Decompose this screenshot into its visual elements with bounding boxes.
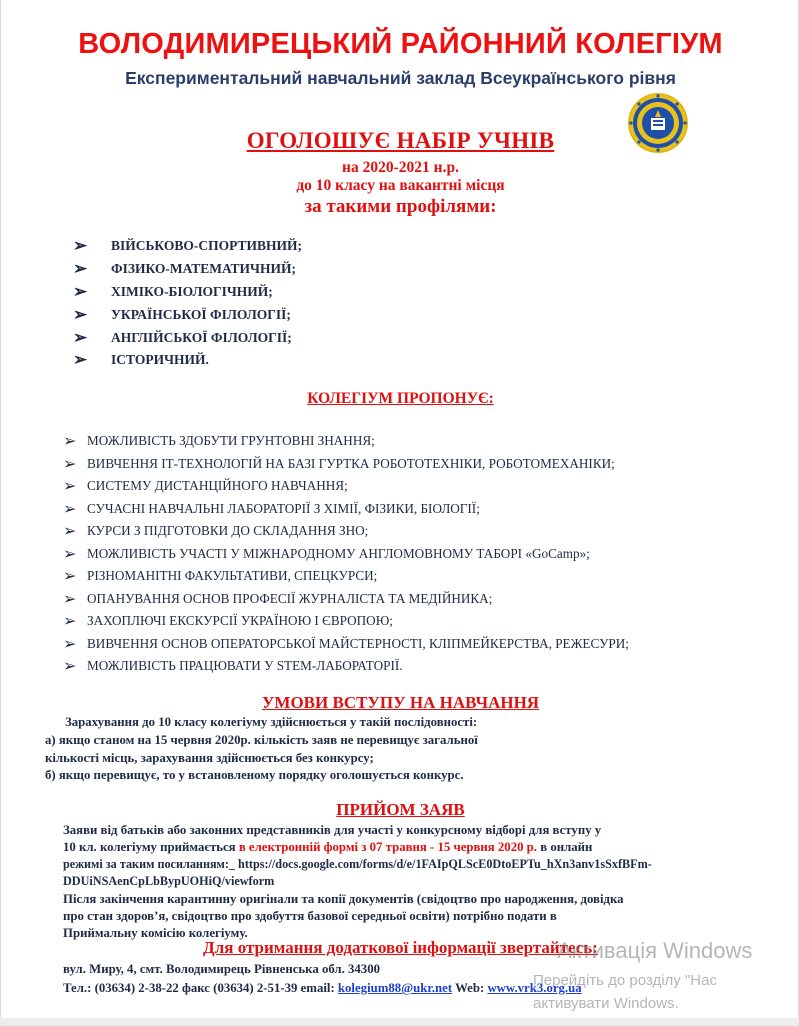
arrow-bullet-icon: ➢ bbox=[63, 500, 77, 518]
applications-line2: 10 кл. колегіуму приймається в електронній формі з 07 травня - 15 червня 2020 р. в онлайн bbox=[63, 840, 593, 854]
list-item: ➢ СИСТЕМУ ДИСТАНЦІЙНОГО НАВЧАННЯ; bbox=[63, 478, 348, 496]
arrow-bullet-icon: ➢ bbox=[73, 350, 88, 370]
announcement-headline: ОГОЛОШУЄ НАБІР УЧНІВ bbox=[246, 128, 555, 153]
arrow-bullet-icon: ➢ bbox=[63, 545, 77, 563]
arrow-bullet-icon: ➢ bbox=[63, 590, 77, 608]
list-item: ➢ ФІЗИКО-МАТЕМАТИЧНИЙ; bbox=[73, 259, 296, 279]
list-item: ➢ РІЗНОМАНІТНІ ФАКУЛЬТАТИВИ, СПЕЦКУРСИ; bbox=[63, 568, 378, 586]
arrow-bullet-icon: ➢ bbox=[63, 613, 77, 631]
grade-vacancies: до 10 класу на вакантні місця bbox=[296, 177, 505, 194]
list-item: ➢ ЗАХОПЛЮЧІ ЕКСКУРСІЇ УКРАЇНОЮ І ЄВРОПОЮ; bbox=[63, 613, 393, 631]
profiles-list bbox=[73, 235, 302, 372]
applications-form-link-line1[interactable]: режимі за таким посиланням:_ https://docs.google.com/forms/d/e/1FAIpQLScE0DtoEPTu_hXn3anv1sSxfBFm- bbox=[63, 857, 652, 871]
arrow-bullet-icon: ➢ bbox=[73, 259, 88, 279]
list-item: ➢ ІСТОРИЧНИЙ. bbox=[73, 350, 209, 370]
list-item: ➢ МОЖЛИВІСТЬ ЗДОБУТИ ГРУНТОВНІ ЗНАННЯ; bbox=[63, 433, 375, 451]
offers-heading: КОЛЕГІУМ ПРОПОНУЄ: bbox=[307, 390, 494, 407]
arrow-bullet-icon: ➢ bbox=[73, 304, 88, 324]
arrow-bullet-icon: ➢ bbox=[63, 568, 77, 586]
college-title: ВОЛОДИМИРЕЦЬКИЙ РАЙОННИЙ КОЛЕГІУМ bbox=[78, 28, 723, 60]
windows-activation-hint: Перейдіть до розділу "Нас bbox=[533, 972, 717, 989]
condition-a-line2: кількості місць, зарахування здійснюється без конкурсу; bbox=[45, 751, 374, 765]
applications-form-link-line2[interactable]: DDUiNSAenCpLbBypUOHiQ/viewform bbox=[63, 874, 275, 888]
list-item: ➢ ВИВЧЕННЯ ІТ-ТЕХНОЛОГІЙ НА БАЗІ ГУРТКА РОБОТОТЕХНІКИ, РОБОТОМЕХАНІКИ; bbox=[63, 455, 615, 473]
website-link[interactable]: www.vrk3.org.ua bbox=[487, 981, 582, 995]
arrow-bullet-icon: ➢ bbox=[63, 635, 77, 653]
condition-a-line1: а) якщо станом на 15 червня 2020р. кількість заяв не перевищує загальної bbox=[45, 733, 478, 747]
contact-phones: Тел.: (03634) 2-38-22 факс (03634) 2-51-39 email: kolegium88@ukr.net Web: www.vrk3.org.ua bbox=[63, 981, 582, 995]
arrow-bullet-icon: ➢ bbox=[63, 478, 77, 496]
list-item: ➢ ВІЙСЬКОВО-СПОРТИВНИЙ; bbox=[73, 236, 303, 256]
list-item: ➢ ОПАНУВАННЯ ОСНОВ ПРОФЕСІЇ ЖУРНАЛІСТА ТА МЕДІЙНИКА; bbox=[63, 590, 493, 608]
arrow-bullet-icon: ➢ bbox=[63, 523, 77, 541]
condition-b: б) якщо перевищує, то у встановленому порядку оголошується конкурс. bbox=[45, 768, 464, 782]
windows-activation-title: Активація Windows bbox=[557, 938, 753, 963]
academic-year: на 2020-2021 н.р. bbox=[342, 159, 459, 176]
list-item: ➢ МОЖЛИВІСТЬ ПРАЦЮВАТИ У STEM-ЛАБОРАТОРІЇ. bbox=[63, 658, 403, 676]
list-item: ➢ ХІМІКО-БІОЛОГІЧНИЙ; bbox=[73, 281, 273, 301]
documents-line3: Приймальну комісію колегіуму. bbox=[63, 926, 248, 940]
profiles-heading: за такими профілями: bbox=[304, 196, 497, 217]
list-item: ➢ УКРАЇНСЬКОЇ ФІЛОЛОГІЇ; bbox=[73, 304, 291, 324]
applications-line1: Заяви від батьків або законних представників для участі у конкурсному відборі для вступу у bbox=[63, 823, 602, 837]
documents-line2: про стан здоров’я, свідоцтво про здобуття базової середньої освіти) потрібно подати в bbox=[63, 909, 557, 923]
college-subtitle: Експериментальний навчальний заклад Всеукраїнського рівня bbox=[125, 68, 676, 88]
list-item: ➢ ВИВЧЕННЯ ОСНОВ ОПЕРАТОРСЬКОЇ МАЙСТЕРНОСТІ, КЛІПМЕЙКЕРСТВА, РЕЖЕСУРИ; bbox=[63, 635, 629, 653]
arrow-bullet-icon: ➢ bbox=[73, 236, 88, 256]
conditions-intro: Зарахування до 10 класу колегіуму здійснюється у такій послідовності: bbox=[65, 715, 478, 729]
applications-heading: ПРИЙОМ ЗАЯВ bbox=[336, 800, 465, 819]
list-item: ➢ МОЖЛИВІСТЬ УЧАСТІ У МІЖНАРОДНОМУ АНГЛОМОВНОМУ ТАБОРІ «GoCamp»; bbox=[63, 545, 590, 563]
documents-line1: Після закінчення карантинну оригінали та копії документів (свідоцтво про народження, довідка bbox=[63, 892, 624, 906]
email-link[interactable]: kolegium88@ukr.net bbox=[337, 981, 453, 995]
list-item: ➢ АНГЛІЙСЬКОЇ ФІЛОЛОГІЇ; bbox=[73, 327, 292, 347]
windows-activation-hint2: активувати Windows. bbox=[533, 995, 679, 1012]
list-item: ➢ КУРСИ З ПІДГОТОВКИ ДО СКЛАДАННЯ ЗНО; bbox=[63, 523, 369, 541]
application-period: в електронній формі з 07 травня - 15 червня 2020 р. bbox=[238, 840, 538, 854]
list-item: ➢ СУЧАСНІ НАВЧАЛЬНІ ЛАБОРАТОРІЇ З ХІМІЇ, ФІЗИКИ, БІОЛОГІЇ; bbox=[63, 500, 480, 518]
contact-heading: Для отримання додаткової інформації звертайтесь: bbox=[203, 938, 598, 957]
arrow-bullet-icon: ➢ bbox=[63, 658, 77, 676]
bottom-bar bbox=[0, 1018, 799, 1026]
arrow-bullet-icon: ➢ bbox=[63, 455, 77, 473]
admission-conditions-heading: УМОВИ ВСТУПУ НА НАВЧАННЯ bbox=[261, 693, 540, 712]
arrow-bullet-icon: ➢ bbox=[63, 433, 77, 451]
arrow-bullet-icon: ➢ bbox=[73, 281, 88, 301]
offers-list bbox=[63, 430, 629, 678]
arrow-bullet-icon: ➢ bbox=[73, 327, 88, 347]
contact-address: вул. Миру, 4, смт. Володимирець Рівненська обл. 34300 bbox=[63, 962, 380, 976]
